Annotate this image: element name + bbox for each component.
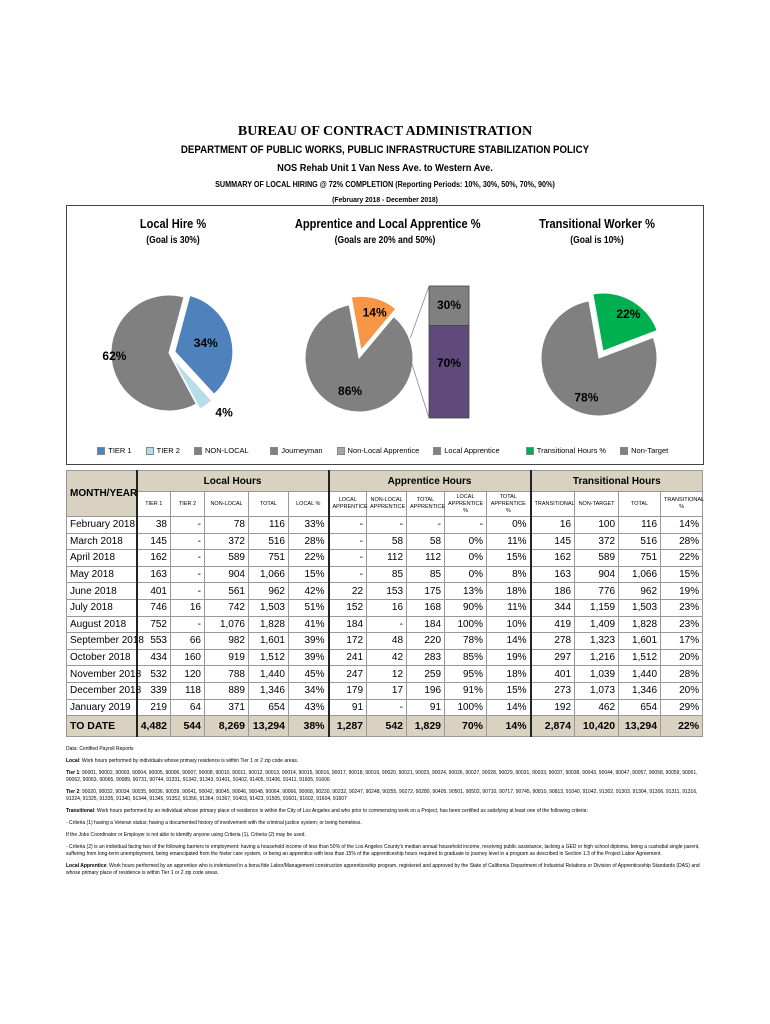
month-cell: May 2018: [67, 566, 137, 583]
value-cell: 85%: [445, 649, 487, 666]
month-cell: December 2018: [67, 682, 137, 699]
table-row: [67, 649, 703, 666]
value-cell: 85: [407, 566, 445, 583]
value-cell: 401: [531, 666, 575, 683]
column-header: TRANSITIONAL: [531, 492, 575, 517]
value-cell: 28%: [661, 666, 703, 683]
summary-title: SUMMARY OF LOCAL HIRING @ 72% COMPLETION (Reporting Periods: 10%, 30%, 50%, 70%, 90%): [215, 180, 555, 189]
legend-tier2: TIER 2: [146, 446, 180, 455]
chart-legend: [67, 446, 279, 455]
transitional-definition: Transitional: Work hours performed by an individual whose primary place of residence is within the City of Los Angeles and who prior to commencing work on a Project, has been certified as satisfying at least one of the following criteria:: [66, 808, 588, 814]
value-cell: 752: [137, 616, 171, 633]
data-label-transitional: 22%: [616, 306, 641, 321]
month-cell: March 2018: [67, 533, 137, 550]
value-cell: 39%: [289, 633, 329, 650]
value-cell: 19%: [661, 583, 703, 600]
month-cell: February 2018: [67, 517, 137, 534]
value-cell: 11%: [487, 533, 531, 550]
value-cell: -: [367, 616, 407, 633]
data-label-bar-nonlocal-apprentice: 30%: [436, 297, 462, 312]
value-cell: 78: [205, 517, 249, 534]
data-label-apprentice: 14%: [362, 305, 387, 320]
column-header: TIER 2: [171, 492, 205, 517]
chart-legend: [279, 446, 500, 455]
value-cell: 889: [205, 682, 249, 699]
value-cell: 95%: [445, 666, 487, 683]
connector-line: [410, 286, 429, 338]
value-cell: 14%: [487, 699, 531, 716]
table-row: [67, 583, 703, 600]
criteria-note: If the Jobs Coordinator or Employer is not able to identify anyone using Criteria (1), Criteria (2) may be used.: [66, 832, 306, 838]
value-cell: 153: [367, 583, 407, 600]
value-cell: 371: [205, 699, 249, 716]
value-cell: 746: [137, 599, 171, 616]
value-cell: -: [329, 550, 367, 567]
data-label-journeyman: 86%: [338, 384, 363, 399]
value-cell: 241: [329, 649, 367, 666]
value-cell: 18%: [487, 583, 531, 600]
total-cell: 22%: [661, 716, 703, 737]
value-cell: 23%: [661, 599, 703, 616]
value-cell: 654: [619, 699, 661, 716]
data-label-nontarget: 78%: [574, 390, 599, 405]
value-cell: 278: [531, 633, 575, 650]
total-cell: 8,269: [205, 716, 249, 737]
value-cell: 145: [137, 533, 171, 550]
data-label-tier1: 34%: [193, 336, 218, 351]
table-row: [67, 550, 703, 567]
value-cell: 12: [367, 666, 407, 683]
value-cell: 175: [407, 583, 445, 600]
table-row: [67, 682, 703, 699]
total-cell: 38%: [289, 716, 329, 737]
value-cell: 16: [531, 517, 575, 534]
value-cell: 39%: [289, 649, 329, 666]
value-cell: 0%: [445, 550, 487, 567]
table-row: [67, 616, 703, 633]
value-cell: 904: [205, 566, 249, 583]
value-cell: 1,503: [249, 599, 289, 616]
value-cell: 192: [531, 699, 575, 716]
value-cell: 116: [249, 517, 289, 534]
value-cell: 42%: [289, 583, 329, 600]
value-cell: 372: [205, 533, 249, 550]
legend-local-apprentice: Local Apprentice: [433, 446, 499, 455]
value-cell: 1,216: [575, 649, 619, 666]
month-cell: October 2018: [67, 649, 137, 666]
column-header: TOTAL APPRENTICE %: [487, 492, 531, 517]
column-header: TOTAL: [619, 492, 661, 517]
legend-tier1: TIER 1: [97, 446, 131, 455]
value-cell: 45%: [289, 666, 329, 683]
total-cell: 4,482: [137, 716, 171, 737]
value-cell: 168: [407, 599, 445, 616]
value-cell: 0%: [487, 517, 531, 534]
value-cell: 247: [329, 666, 367, 683]
value-cell: 1,346: [619, 682, 661, 699]
chart-title: Local Hire %: [139, 216, 207, 231]
value-cell: 919: [205, 649, 249, 666]
value-cell: -: [171, 566, 205, 583]
tier1-definition: Tier 1: 90001, 90002, 90003, 90004, 90005, 90006, 90007, 90008, 90010, 90011, 90012, 90013, 90014, 90015, 90016, 90017, 90018, 90019, 90020, 90021, 90023, 90024, 90026, 90027, 90028, 90029, 90031, 90033, 90037, 90038, 90043, 90044, 90047, 90057, 90058, 90059, 90061, 90062, 90063, 90065, 90089, 90731, 90744, 91331, 91342, 91343, 91401, 91402, 91405, 91406, 91411, 91605, 91606: [66, 770, 698, 783]
value-cell: 186: [531, 583, 575, 600]
value-cell: 51%: [289, 599, 329, 616]
value-cell: 259: [407, 666, 445, 683]
total-row: [67, 716, 703, 737]
value-cell: 23%: [661, 616, 703, 633]
value-cell: 100%: [445, 616, 487, 633]
value-cell: 962: [619, 583, 661, 600]
chart-title: Apprentice and Local Apprentice %: [294, 216, 481, 231]
value-cell: 120: [171, 666, 205, 683]
value-cell: 561: [205, 583, 249, 600]
chart-subtitle: (Goals are 20% and 50%): [334, 235, 436, 246]
value-cell: 66: [171, 633, 205, 650]
column-header: LOCAL APPRENTICE %: [445, 492, 487, 517]
column-header: TOTAL: [249, 492, 289, 517]
table-row: [67, 533, 703, 550]
data-label-nonlocal: 62%: [102, 349, 127, 364]
value-cell: 553: [137, 633, 171, 650]
value-cell: 112: [407, 550, 445, 567]
month-cell: August 2018: [67, 616, 137, 633]
column-header: TRANSITIONAL %: [661, 492, 703, 517]
value-cell: 163: [531, 566, 575, 583]
charts-panel: [66, 205, 704, 465]
value-cell: 15%: [661, 566, 703, 583]
apprentice-pie-of-bar: [279, 206, 491, 464]
bureau-title: BUREAU OF CONTRACT ADMINISTRATION: [237, 124, 533, 139]
value-cell: 1,323: [575, 633, 619, 650]
value-cell: 344: [531, 599, 575, 616]
value-cell: -: [171, 583, 205, 600]
hours-table: [66, 470, 703, 737]
value-cell: 1,039: [575, 666, 619, 683]
value-cell: 160: [171, 649, 205, 666]
value-cell: 162: [531, 550, 575, 567]
value-cell: 654: [249, 699, 289, 716]
transitional-pie: [491, 206, 703, 464]
group-transitional-hours: Transitional Hours: [531, 471, 703, 492]
value-cell: 516: [249, 533, 289, 550]
value-cell: 184: [407, 616, 445, 633]
criteria-2: - Criteria (2) is an individual facing two of the following barriers to employment: having a household income of less than 50% of the Los Angeles County's median annual household income, receiving public assistance, lacking a GED or high school diploma, being a custodial single parent, suffering from long-term unemployment, being emancipated from the foster care system, or being an apprentice with less than 15% of the apprenticeship hours required to graduate to journey level in a program as described in Section 1.3 of the Project Labor Agreement.: [66, 844, 700, 857]
local-hire-chart: [67, 206, 279, 464]
value-cell: 751: [249, 550, 289, 567]
value-cell: 904: [575, 566, 619, 583]
apprentice-chart: [279, 206, 500, 464]
table-row: [67, 517, 703, 534]
value-cell: 22%: [289, 550, 329, 567]
value-cell: 22: [329, 583, 367, 600]
value-cell: 1,440: [249, 666, 289, 683]
value-cell: 100: [575, 517, 619, 534]
column-header: TIER 1: [137, 492, 171, 517]
value-cell: -: [171, 616, 205, 633]
value-cell: -: [329, 517, 367, 534]
value-cell: 1,828: [619, 616, 661, 633]
value-cell: -: [407, 517, 445, 534]
value-cell: 1,066: [619, 566, 661, 583]
value-cell: 145: [531, 533, 575, 550]
value-cell: -: [445, 517, 487, 534]
legend-journeyman: Journeyman: [270, 446, 322, 455]
value-cell: 48: [367, 633, 407, 650]
criteria-1: - Criteria (1) having a Veteran status; having a documented history of involvement with the criminal justice system; or being homeless.: [66, 820, 362, 826]
value-cell: 163: [137, 566, 171, 583]
total-label: TO DATE: [67, 716, 137, 737]
group-apprentice-hours: Apprentice Hours: [329, 471, 531, 492]
chart-subtitle: (Goal is 10%): [570, 235, 624, 246]
value-cell: 1,159: [575, 599, 619, 616]
value-cell: 297: [531, 649, 575, 666]
reporting-period: (February 2018 - December 2018): [332, 195, 438, 204]
value-cell: 22%: [661, 550, 703, 567]
value-cell: 1,601: [249, 633, 289, 650]
data-label-tier2: 4%: [215, 405, 233, 420]
value-cell: 42: [367, 649, 407, 666]
month-cell: January 2019: [67, 699, 137, 716]
value-cell: 8%: [487, 566, 531, 583]
value-cell: 43%: [289, 699, 329, 716]
value-cell: 34%: [289, 682, 329, 699]
value-cell: 751: [619, 550, 661, 567]
value-cell: 91: [329, 699, 367, 716]
table-row: [67, 699, 703, 716]
chart-title: Transitional Worker %: [539, 216, 655, 231]
value-cell: 100%: [445, 699, 487, 716]
value-cell: 1,512: [619, 649, 661, 666]
value-cell: 1,503: [619, 599, 661, 616]
value-cell: 220: [407, 633, 445, 650]
notes-section: [66, 746, 702, 882]
value-cell: 17%: [661, 633, 703, 650]
value-cell: 0%: [445, 566, 487, 583]
local-definition: Local: Work hours performed by individuals whose primary residence is within Tier 1 or 2 zip code areas.: [66, 758, 299, 764]
value-cell: 462: [575, 699, 619, 716]
value-cell: 28%: [289, 533, 329, 550]
value-cell: 962: [249, 583, 289, 600]
value-cell: 14%: [661, 517, 703, 534]
value-cell: 20%: [661, 682, 703, 699]
value-cell: 589: [575, 550, 619, 567]
column-header: LOCAL %: [289, 492, 329, 517]
value-cell: 1,440: [619, 666, 661, 683]
total-cell: 542: [367, 716, 407, 737]
column-header: LOCAL APPRENTICE: [329, 492, 367, 517]
total-cell: 1,287: [329, 716, 367, 737]
project-title: NOS Rehab Unit 1 Van Ness Ave. to Western Ave.: [277, 162, 493, 174]
value-cell: 172: [329, 633, 367, 650]
column-header: NON-TARGET: [575, 492, 619, 517]
total-cell: 13,294: [249, 716, 289, 737]
value-cell: 179: [329, 682, 367, 699]
table-row: [67, 599, 703, 616]
value-cell: 1,073: [575, 682, 619, 699]
value-cell: 419: [531, 616, 575, 633]
value-cell: 41%: [289, 616, 329, 633]
value-cell: 38: [137, 517, 171, 534]
local-hire-pie: [67, 206, 279, 464]
value-cell: -: [329, 533, 367, 550]
group-local-hours: Local Hours: [137, 471, 329, 492]
value-cell: -: [171, 550, 205, 567]
table-row: [67, 633, 703, 650]
column-header: NON-LOCAL APPRENTICE: [367, 492, 407, 517]
value-cell: 11%: [487, 599, 531, 616]
legend-nonlocal: NON-LOCAL: [194, 446, 249, 455]
value-cell: -: [367, 517, 407, 534]
month-cell: July 2018: [67, 599, 137, 616]
value-cell: 589: [205, 550, 249, 567]
department-title: DEPARTMENT OF PUBLIC WORKS, PUBLIC INFRASTRUCTURE STABILIZATION POLICY: [180, 144, 590, 156]
transitional-chart: [491, 206, 703, 464]
value-cell: 58: [407, 533, 445, 550]
column-header: TOTAL APPRENTICE: [407, 492, 445, 517]
value-cell: 58: [367, 533, 407, 550]
value-cell: 29%: [661, 699, 703, 716]
value-cell: 10%: [487, 616, 531, 633]
value-cell: 1,076: [205, 616, 249, 633]
value-cell: 788: [205, 666, 249, 683]
month-cell: September 2018: [67, 633, 137, 650]
value-cell: 116: [619, 517, 661, 534]
value-cell: 1,601: [619, 633, 661, 650]
value-cell: 532: [137, 666, 171, 683]
value-cell: 184: [329, 616, 367, 633]
tier2-definition: Tier 2: 90020, 90032, 90034, 90035, 90036, 90039, 90041, 90042, 90045, 90046, 90048, 90064, 90066, 90068, 90230, 90232, 90247, 90248, 90255, 90272, 90280, 90405, 90501, 90502, 90710, 90717, 90745, 90810, 90813, 91040, 91042, 91302, 91303, 91304, 91306, 91311, 91316, 91324, 91325, 91335, 91340, 91344, 91345, 91352, 91356, 91364, 91367, 91403, 91423, 91505, 91601, 91602, 91604, 91607: [66, 789, 698, 802]
value-cell: 219: [137, 699, 171, 716]
total-cell: 1,829: [407, 716, 445, 737]
value-cell: 372: [575, 533, 619, 550]
value-cell: 434: [137, 649, 171, 666]
value-cell: 16: [171, 599, 205, 616]
legend-nontarget: Non-Target: [620, 446, 668, 455]
value-cell: 20%: [661, 649, 703, 666]
value-cell: 91%: [445, 682, 487, 699]
total-cell: 10,420: [575, 716, 619, 737]
value-cell: 91: [407, 699, 445, 716]
source-note: Data: Certified Payroll Reports: [66, 746, 134, 752]
table-row: [67, 566, 703, 583]
value-cell: 15%: [289, 566, 329, 583]
connector-line: [412, 364, 429, 418]
value-cell: 196: [407, 682, 445, 699]
bar-local-apprentice: [429, 326, 469, 418]
month-cell: June 2018: [67, 583, 137, 600]
value-cell: 33%: [289, 517, 329, 534]
value-cell: 17: [367, 682, 407, 699]
value-cell: 273: [531, 682, 575, 699]
value-cell: 112: [367, 550, 407, 567]
chart-legend: [491, 446, 703, 455]
total-cell: 70%: [445, 716, 487, 737]
month-cell: November 2018: [67, 666, 137, 683]
value-cell: 0%: [445, 533, 487, 550]
legend-transitional: Transitional Hours %: [526, 446, 606, 455]
total-cell: 13,294: [619, 716, 661, 737]
value-cell: -: [329, 566, 367, 583]
value-cell: 1,409: [575, 616, 619, 633]
value-cell: 339: [137, 682, 171, 699]
value-cell: 1,828: [249, 616, 289, 633]
table-row: [67, 666, 703, 683]
value-cell: 15%: [487, 682, 531, 699]
data-label-bar-local-apprentice: 70%: [436, 355, 462, 370]
value-cell: 85: [367, 566, 407, 583]
value-cell: 90%: [445, 599, 487, 616]
value-cell: 64: [171, 699, 205, 716]
value-cell: -: [171, 517, 205, 534]
value-cell: 18%: [487, 666, 531, 683]
value-cell: 1,066: [249, 566, 289, 583]
month-header: MONTH/YEAR: [67, 471, 137, 517]
value-cell: 162: [137, 550, 171, 567]
value-cell: 118: [171, 682, 205, 699]
value-cell: 19%: [487, 649, 531, 666]
value-cell: 14%: [487, 633, 531, 650]
month-cell: April 2018: [67, 550, 137, 567]
total-cell: 14%: [487, 716, 531, 737]
value-cell: 283: [407, 649, 445, 666]
value-cell: 13%: [445, 583, 487, 600]
value-cell: -: [171, 533, 205, 550]
value-cell: 1,346: [249, 682, 289, 699]
legend-nonlocal-apprentice: Non-Local Apprentice: [337, 446, 420, 455]
value-cell: 15%: [487, 550, 531, 567]
column-header: NON-LOCAL: [205, 492, 249, 517]
value-cell: 152: [329, 599, 367, 616]
value-cell: 982: [205, 633, 249, 650]
value-cell: 28%: [661, 533, 703, 550]
value-cell: 16: [367, 599, 407, 616]
value-cell: 742: [205, 599, 249, 616]
value-cell: -: [367, 699, 407, 716]
chart-subtitle: (Goal is 30%): [146, 235, 200, 246]
value-cell: 1,512: [249, 649, 289, 666]
value-cell: 516: [619, 533, 661, 550]
total-cell: 544: [171, 716, 205, 737]
apprentice-definition: Local Apprentice: Work hours performed by an apprentice who is indentured in a bona fide Labor/Management construction apprenticeship program, registered and approved by the State of California Department of Industrial Relations or Division of Apprenticeship Standards (DAS) and whose primary place of residence is within Tier 1 or 2 zip code areas.: [66, 863, 700, 876]
value-cell: 776: [575, 583, 619, 600]
value-cell: 78%: [445, 633, 487, 650]
total-cell: 2,874: [531, 716, 575, 737]
value-cell: 401: [137, 583, 171, 600]
